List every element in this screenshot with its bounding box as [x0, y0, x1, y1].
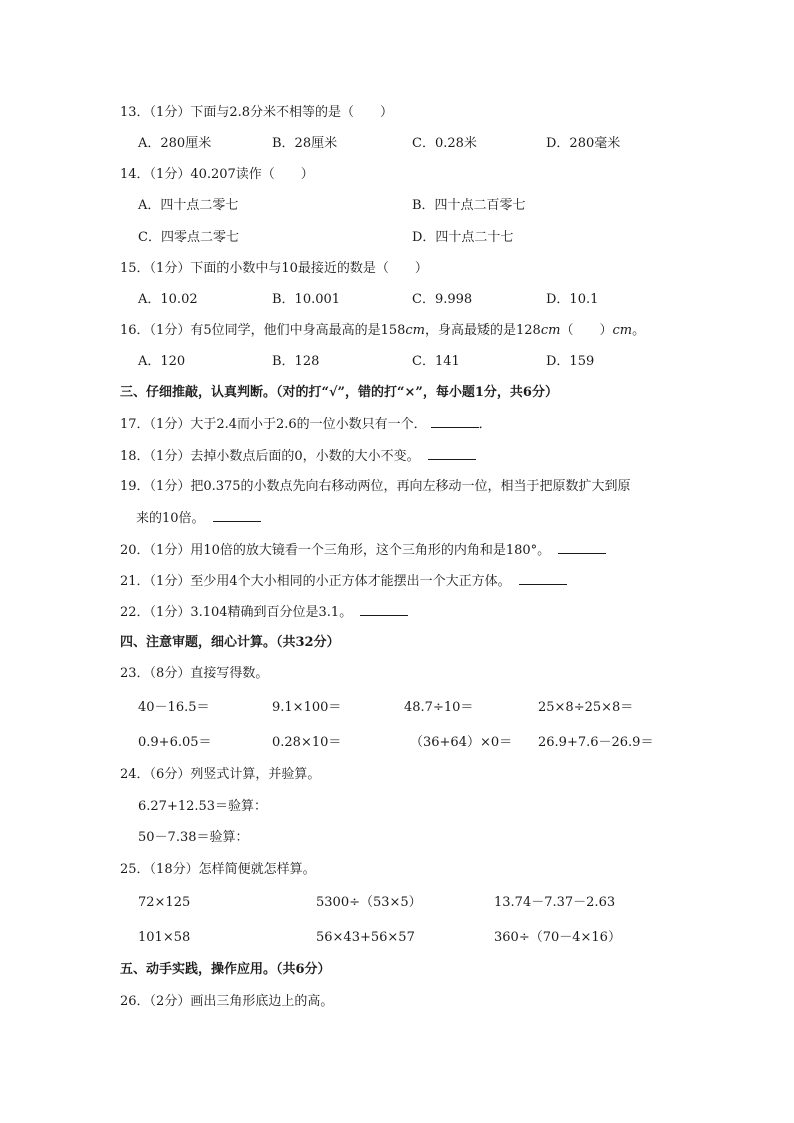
- q23-expression: 40－16.5＝: [138, 700, 210, 715]
- q25-expression: 360÷（70－4×16）: [494, 930, 621, 945]
- q23-expression: 9.1×100＝: [272, 700, 342, 715]
- q13-option-c: C．0.28米: [412, 136, 477, 151]
- question-24: 24．（6分）列竖式计算，并验算。: [120, 767, 321, 782]
- q16-option-a: A．120: [138, 354, 186, 369]
- q25-expression: 56×43+56×57: [316, 930, 415, 945]
- q24-item: 50－7.38＝验算：: [138, 830, 249, 845]
- q23-expression: （36+64）×0＝: [410, 735, 513, 750]
- q13-option-d: D．280毫米: [546, 136, 621, 151]
- question-20: 20．（1分）用10倍的放大镜看一个三角形，这个三角形的内角和是180°。: [120, 541, 606, 560]
- q14-option-d: D．四十点二十七: [412, 230, 514, 245]
- q16-option-c: C．141: [412, 354, 460, 369]
- section-4-heading: 四、注意审题，细心计算。（共32分）: [120, 635, 340, 650]
- answer-blank[interactable]: [558, 541, 606, 554]
- q25-expression: 5300÷（53×5）: [316, 895, 422, 910]
- section-3-heading: 三、仔细推敲，认真判断。（对的打“√”，错的打“×”，每小题1分，共6分）: [120, 385, 558, 400]
- answer-blank[interactable]: [519, 572, 567, 585]
- question-19-line-1: 19．（1分）把0.375的小数点先向右移动两位，再向左移动一位，相当于把原数扩大到原: [120, 479, 631, 494]
- question-18: 18．（1分）去掉小数点后面的0，小数的大小不变。: [120, 447, 476, 466]
- q16-option-b: B．128: [272, 354, 320, 369]
- q14-option-b: B．四十点二百零七: [412, 198, 526, 213]
- q25-expression: 101×58: [138, 930, 191, 945]
- answer-blank[interactable]: [431, 415, 479, 428]
- question-14: 14．（1分）40.207读作（ ）: [120, 167, 314, 182]
- question-13: 13．（1分）下面与2.8分米不相等的是（ ）: [120, 105, 393, 120]
- q23-expression: 26.9+7.6－26.9＝: [538, 735, 654, 750]
- q15-option-b: B．10.001: [272, 292, 341, 307]
- q16-option-d: D．159: [546, 354, 595, 369]
- q23-expression: 0.28×10＝: [272, 735, 342, 750]
- q25-expression: 13.74－7.37－2.63: [494, 895, 616, 910]
- q14-option-a: A．四十点二零七: [138, 198, 239, 213]
- question-26: 26．（2分）画出三角形底边上的高。: [120, 994, 334, 1009]
- q13-option-b: B．28厘米: [272, 136, 338, 151]
- q15-option-d: D．10.1: [546, 292, 599, 307]
- q14-option-c: C．四零点二零七: [138, 230, 239, 245]
- question-19-line-2: 来的10倍。: [136, 509, 261, 528]
- answer-blank[interactable]: [360, 603, 408, 616]
- question-23: 23．（8分）直接写得数。: [120, 666, 269, 681]
- q25-expression: 72×125: [138, 895, 191, 910]
- answer-blank[interactable]: [213, 509, 261, 522]
- q15-option-a: A．10.02: [138, 292, 198, 307]
- q23-expression: 48.7÷10＝: [404, 700, 474, 715]
- q23-expression: 25×8÷25×8＝: [538, 700, 634, 715]
- question-21: 21．（1分）至少用4个大小相同的小正方体才能摆出一个大正方体。: [120, 572, 567, 591]
- answer-blank[interactable]: [428, 447, 476, 460]
- q13-option-a: A．280厘米: [138, 136, 212, 151]
- q24-item: 6.27+12.53＝验算：: [138, 799, 268, 814]
- question-17: 17．（1分）大于2.4而小于2.6的一位小数只有一个． ．: [120, 417, 492, 432]
- question-15: 15．（1分）下面的小数中与10最接近的数是（ ）: [120, 261, 428, 276]
- section-5-heading: 五、动手实践，操作应用。（共6分）: [120, 962, 331, 977]
- question-16: 16．（1分）有5位同学，他们中身高最高的是158cm，身高最矮的是128cm（ ）cm。: [120, 323, 646, 338]
- question-22: 22．（1分）3.104精确到百分位是3.1。: [120, 603, 408, 622]
- question-25: 25．（18分）怎样简便就怎样算。: [120, 862, 316, 877]
- q15-option-c: C．9.998: [412, 292, 473, 307]
- q23-expression: 0.9+6.05＝: [138, 735, 212, 750]
